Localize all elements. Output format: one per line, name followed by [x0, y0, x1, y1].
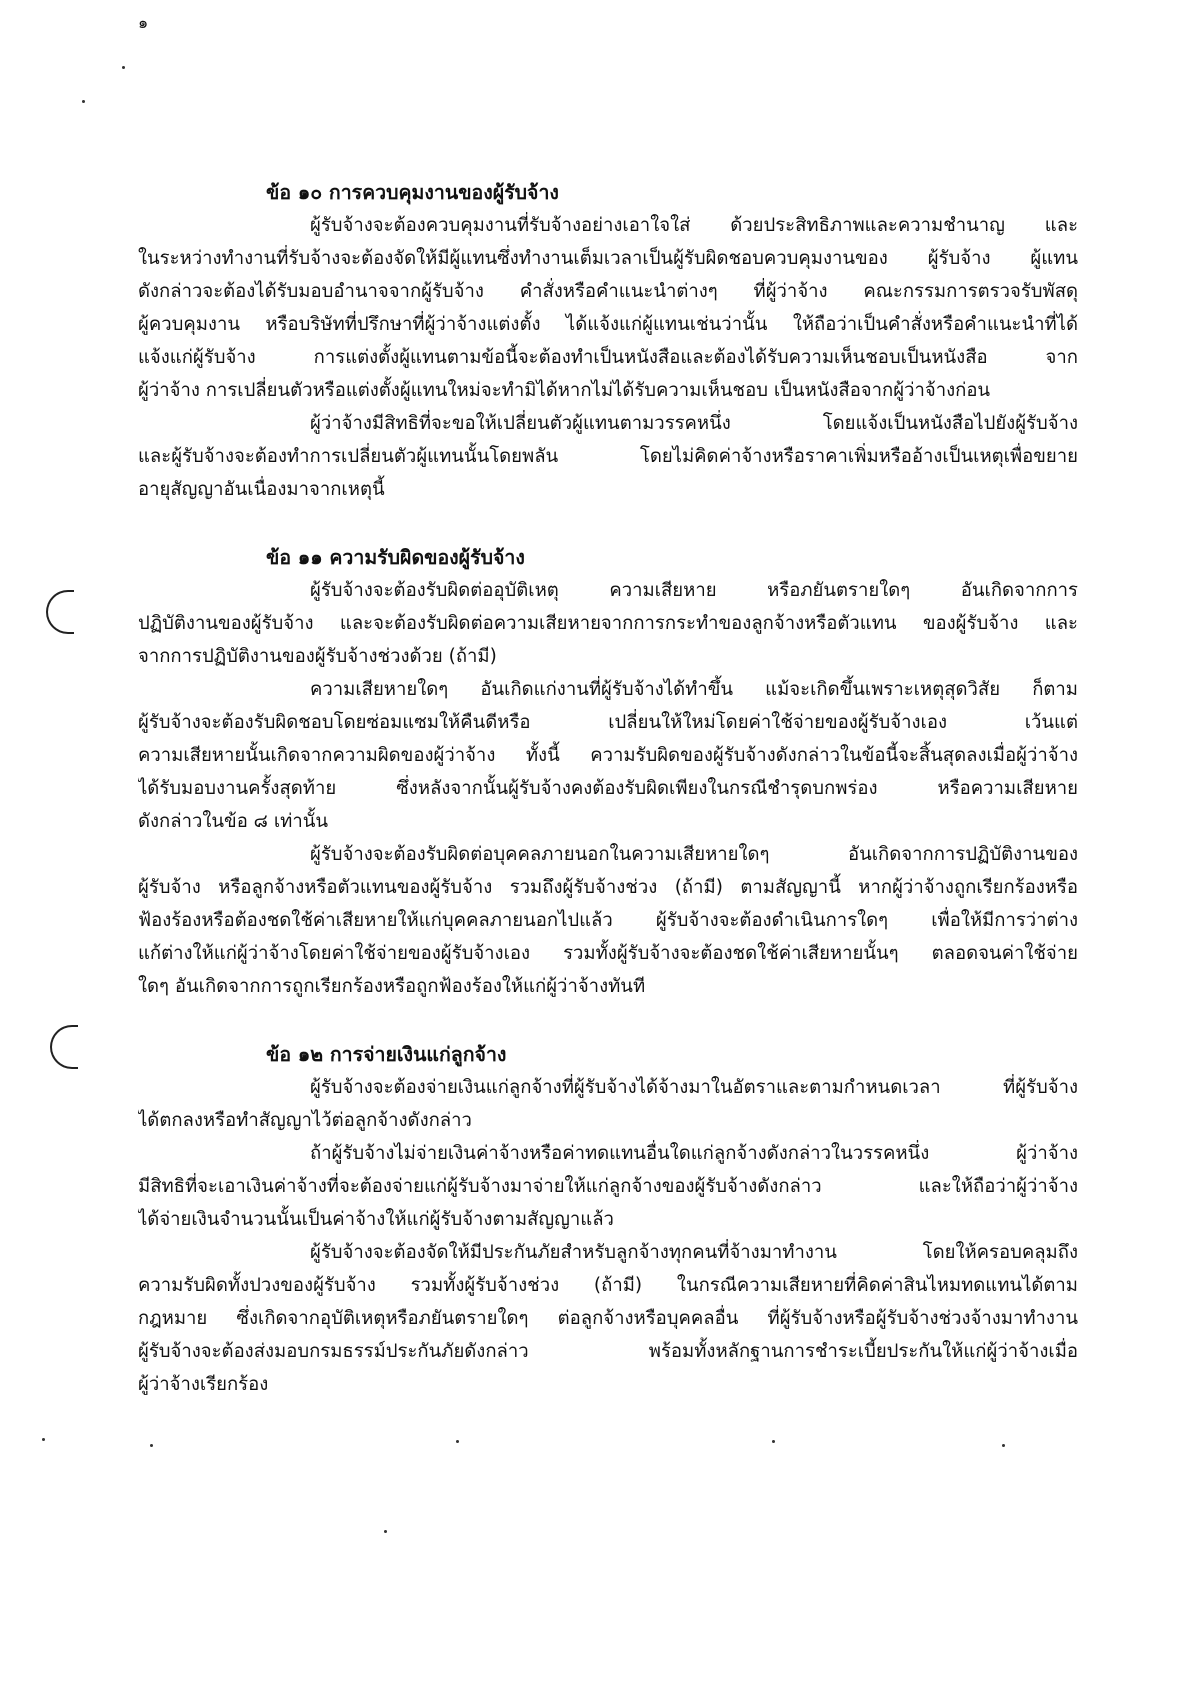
text-line: มีสิทธิที่จะเอาเงินค่าจ้างที่จะต้องจ่ายแก่ผู้รับจ้างมาจ่ายให้แก่ลูกจ้างของผู้รับจ้างดังกล่าว และให้ถือว่าผู้ว่าจ้าง: [138, 1176, 1078, 1197]
text-line: ผู้รับจ้างจะต้องส่งมอบกรมธรรม์ประกันภัยดังกล่าว พร้อมทั้งหลักฐานการชำระเบี้ยประกันให้แก่ผู้ว่าจ้างเมื่อ: [138, 1341, 1078, 1362]
clause-heading: ข้อ ๑๐ การควบคุมงานของผู้รับจ้าง: [266, 181, 559, 204]
clause-section: [138, 176, 1078, 506]
text-line: ผู้รับจ้างจะต้องควบคุมงานที่รับจ้างอย่างเอาใจใส่ ด้วยประสิทธิภาพและความชำนาญ และ: [310, 215, 1078, 236]
text-line: ความเสียหายใดๆ อันเกิดแก่งานที่ผู้รับจ้างได้ทำขึ้น แม้จะเกิดขึ้นเพราะเหตุสุดวิสัย ก็ตาม: [310, 679, 1078, 700]
text-line: กฎหมาย ซึ่งเกิดจากอุบัติเหตุหรือภยันตรายใดๆ ต่อลูกจ้างหรือบุคคลอื่น ที่ผู้รับจ้างหรือผู้รับจ้างช่วงจ้างมาทำงาน: [138, 1308, 1078, 1329]
text-line: ผู้ควบคุมงาน หรือบริษัทที่ปรึกษาที่ผู้ว่าจ้างแต่งตั้ง ได้แจ้งแก่ผู้แทนเช่นว่านั้น ให้ถือว่าเป็นคำสั่งหรือคำแนะนำที่ได้: [138, 314, 1078, 335]
scan-speck: [1002, 1444, 1005, 1447]
text-line: ดังกล่าวจะต้องได้รับมอบอำนาจจากผู้รับจ้าง คำสั่งหรือคำแนะนำต่างๆ ที่ผู้ว่าจ้าง คณะกรรมการตรวจรับพัสดุ: [138, 281, 1078, 302]
clause-paragraph: [138, 407, 1078, 506]
clause-heading: ข้อ ๑๑ ความรับผิดของผู้รับจ้าง: [266, 546, 525, 569]
text-line: ถ้าผู้รับจ้างไม่จ่ายเงินค่าจ้างหรือค่าทดแทนอื่นใดแก่ลูกจ้างดังกล่าวในวรรคหนึ่ง ผู้ว่าจ้าง: [310, 1143, 1078, 1164]
text-line: ผู้ว่าจ้างเรียกร้อง: [138, 1374, 269, 1395]
text-line: ผู้รับจ้าง หรือลูกจ้างหรือตัวแทนของผู้รับจ้าง รวมถึงผู้รับจ้างช่วง (ถ้ามี) ตามสัญญานี้ หากผู้ว่าจ้างถูกเรียกร้องหรือ: [138, 877, 1078, 898]
text-line: ความรับผิดทั้งปวงของผู้รับจ้าง รวมทั้งผู้รับจ้างช่วง (ถ้ามี) ในกรณีความเสียหายที่คิดค่าสินไหมทดแทนได้ตาม: [138, 1275, 1078, 1296]
text-line: ดังกล่าวในข้อ ๘ เท่านั้น: [138, 811, 329, 832]
scan-speck: [150, 1444, 153, 1447]
clause-paragraph: [138, 1071, 1078, 1137]
clause-paragraph: [138, 574, 1078, 673]
clause-paragraph: [138, 838, 1078, 1003]
text-line: ได้ตกลงหรือทำสัญญาไว้ต่อลูกจ้างดังกล่าว: [138, 1110, 472, 1131]
text-line: ผู้ว่าจ้างมีสิทธิที่จะขอให้เปลี่ยนตัวผู้แทนตามวรรคหนึ่ง โดยแจ้งเป็นหนังสือไปยังผู้รับจ้าง: [310, 413, 1078, 434]
punch-hole-mark: [50, 1025, 78, 1069]
document-body: [138, 176, 1078, 1436]
scan-speck: [82, 100, 85, 103]
scan-speck: [384, 1530, 387, 1533]
text-line: ในระหว่างทำงานที่รับจ้างจะต้องจัดให้มีผู้แทนซึ่งทำงานเต็มเวลาเป็นผู้รับผิดชอบควบคุมงานของ ผู้รับจ้าง ผู้แทน: [138, 248, 1078, 269]
clause-paragraph: [138, 1137, 1078, 1236]
punch-hole-mark: [46, 590, 74, 634]
page-number: ๑: [138, 13, 149, 32]
clause-paragraph: [138, 209, 1078, 407]
clause-section: [138, 541, 1078, 1003]
text-line: แก้ต่างให้แก่ผู้ว่าจ้างโดยค่าใช้จ่ายของผู้รับจ้างเอง รวมทั้งผู้รับจ้างจะต้องชดใช้ค่าเสียหายนั้นๆ ตลอดจนค่าใช้จ่าย: [138, 943, 1078, 964]
text-line: ผู้รับจ้างจะต้องจัดให้มีประกันภัยสำหรับลูกจ้างทุกคนที่จ้างมาทำงาน โดยให้ครอบคลุมถึง: [310, 1242, 1078, 1263]
clause-heading: ข้อ ๑๒ การจ่ายเงินแก่ลูกจ้าง: [266, 1043, 507, 1066]
clause-section: [138, 1038, 1078, 1401]
clause-paragraph: [138, 1236, 1078, 1401]
text-line: ฟ้องร้องหรือต้องชดใช้ค่าเสียหายให้แก่บุคคลภายนอกไปแล้ว ผู้รับจ้างจะต้องดำเนินการใดๆ เพื่อให้มีการว่าต่าง: [138, 910, 1078, 931]
text-line: ผู้รับจ้างจะต้องรับผิดชอบโดยซ่อมแซมให้คืนดีหรือ เปลี่ยนให้ใหม่โดยค่าใช้จ่ายของผู้รับจ้างเอง เว้นแต่: [138, 712, 1078, 733]
scan-speck: [456, 1440, 459, 1443]
scan-speck: [42, 1438, 45, 1441]
text-line: ใดๆ อันเกิดจากการถูกเรียกร้องหรือถูกฟ้องร้องให้แก่ผู้ว่าจ้างทันที: [138, 976, 646, 997]
text-line: ผู้รับจ้างจะต้องรับผิดต่อบุคคลภายนอกในความเสียหายใดๆ อันเกิดจากการปฏิบัติงานของ: [310, 844, 1078, 865]
scan-speck: [122, 66, 125, 69]
scan-speck: [772, 1440, 775, 1443]
text-line: ปฏิบัติงานของผู้รับจ้าง และจะต้องรับผิดต่อความเสียหายจากการกระทำของลูกจ้างหรือตัวแทน ของผู้รับจ้าง และ: [138, 613, 1078, 634]
text-line: อายุสัญญาอันเนื่องมาจากเหตุนี้: [138, 479, 385, 500]
text-line: ผู้ว่าจ้าง การเปลี่ยนตัวหรือแต่งตั้งผู้แทนใหม่จะทำมิได้หากไม่ได้รับความเห็นชอบ เป็นหนังสือจากผู้ว่าจ้างก่อน: [138, 380, 991, 401]
text-line: ได้จ่ายเงินจำนวนนั้นเป็นค่าจ้างให้แก่ผู้รับจ้างตามสัญญาแล้ว: [138, 1209, 614, 1230]
text-line: และผู้รับจ้างจะต้องทำการเปลี่ยนตัวผู้แทนนั้นโดยพลัน โดยไม่คิดค่าจ้างหรือราคาเพิ่มหรืออ้างเป็นเหตุเพื่อขยาย: [138, 446, 1078, 467]
text-line: ผู้รับจ้างจะต้องจ่ายเงินแก่ลูกจ้างที่ผู้รับจ้างได้จ้างมาในอัตราและตามกำหนดเวลา ที่ผู้รับจ้าง: [310, 1077, 1078, 1098]
text-line: แจ้งแก่ผู้รับจ้าง การแต่งตั้งผู้แทนตามข้อนี้จะต้องทำเป็นหนังสือและต้องได้รับความเห็นชอบเป็นหนังสือ จาก: [138, 347, 1078, 368]
text-line: ความเสียหายนั้นเกิดจากความผิดของผู้ว่าจ้าง ทั้งนี้ ความรับผิดของผู้รับจ้างดังกล่าวในข้อนี้จะสิ้นสุดลงเมื่อผู้ว่าจ้าง: [138, 745, 1078, 766]
text-line: ผู้รับจ้างจะต้องรับผิดต่ออุบัติเหตุ ความเสียหาย หรือภยันตรายใดๆ อันเกิดจากการ: [310, 580, 1078, 601]
clause-paragraph: [138, 673, 1078, 838]
text-line: ได้รับมอบงานครั้งสุดท้าย ซึ่งหลังจากนั้นผู้รับจ้างคงต้องรับผิดเพียงในกรณีชำรุดบกพร่อง หรือความเสียหาย: [138, 778, 1078, 799]
text-line: จากการปฏิบัติงานของผู้รับจ้างช่วงด้วย (ถ้ามี): [138, 646, 497, 667]
